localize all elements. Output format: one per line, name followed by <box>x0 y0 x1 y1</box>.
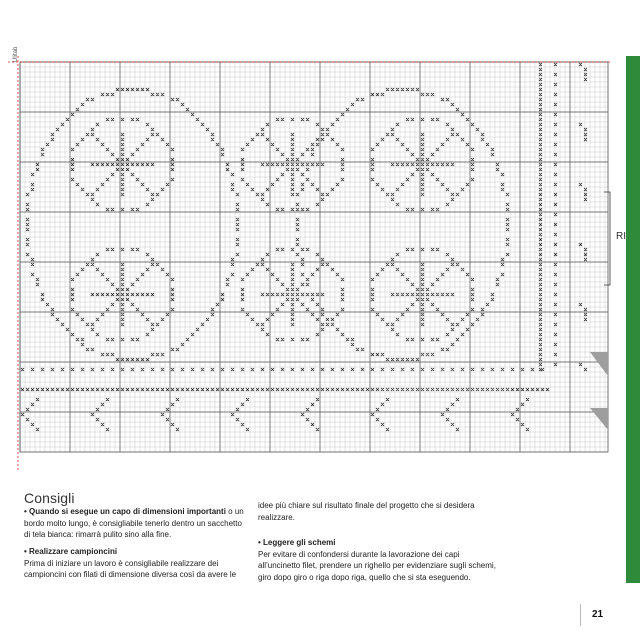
page-number: 21 <box>592 609 604 620</box>
tip-text: o un bordo molto lungo, è consigliabile tenerlo dentro un sacchetto di tela bianca: rimarrà pulito sino alla fine. <box>24 507 244 539</box>
page-number-divider <box>580 604 581 626</box>
tip-title: • Realizzare campioncini <box>24 547 118 556</box>
tips-heading: Consigli <box>24 489 75 506</box>
tip-text: idee più chiare sul risultato finale del progetto che si desidera realizzare. <box>258 501 475 522</box>
chart-side-label: Ulitab <box>13 46 19 62</box>
tip-swatches-continued <box>258 500 480 523</box>
tip-title: • Leggere gli schemi <box>258 538 336 547</box>
accent-green-band <box>626 56 640 583</box>
corner-shading-lower <box>590 408 608 430</box>
tip-text: Prima di iniziare un lavoro è consigliabile realizzare dei campioncini con filati di dimensione diversa così da avere le <box>24 558 237 579</box>
corner-shading <box>590 352 608 376</box>
tip-swatches <box>24 546 246 581</box>
tip-text: Per evitare di confondersi durante la lavorazione dei capi all’uncinetto filet, prendere un righello per evidenziare sugli schemi, giro dopo giro o riga dopo riga, quello che si sta eseguendo. <box>258 549 496 582</box>
tip-reading-charts <box>258 537 498 583</box>
tip-title: • Quando si esegue un capo di dimensioni importanti <box>24 507 226 516</box>
tip-large-items <box>24 506 246 541</box>
repeat-marker-label: RI <box>616 231 626 242</box>
